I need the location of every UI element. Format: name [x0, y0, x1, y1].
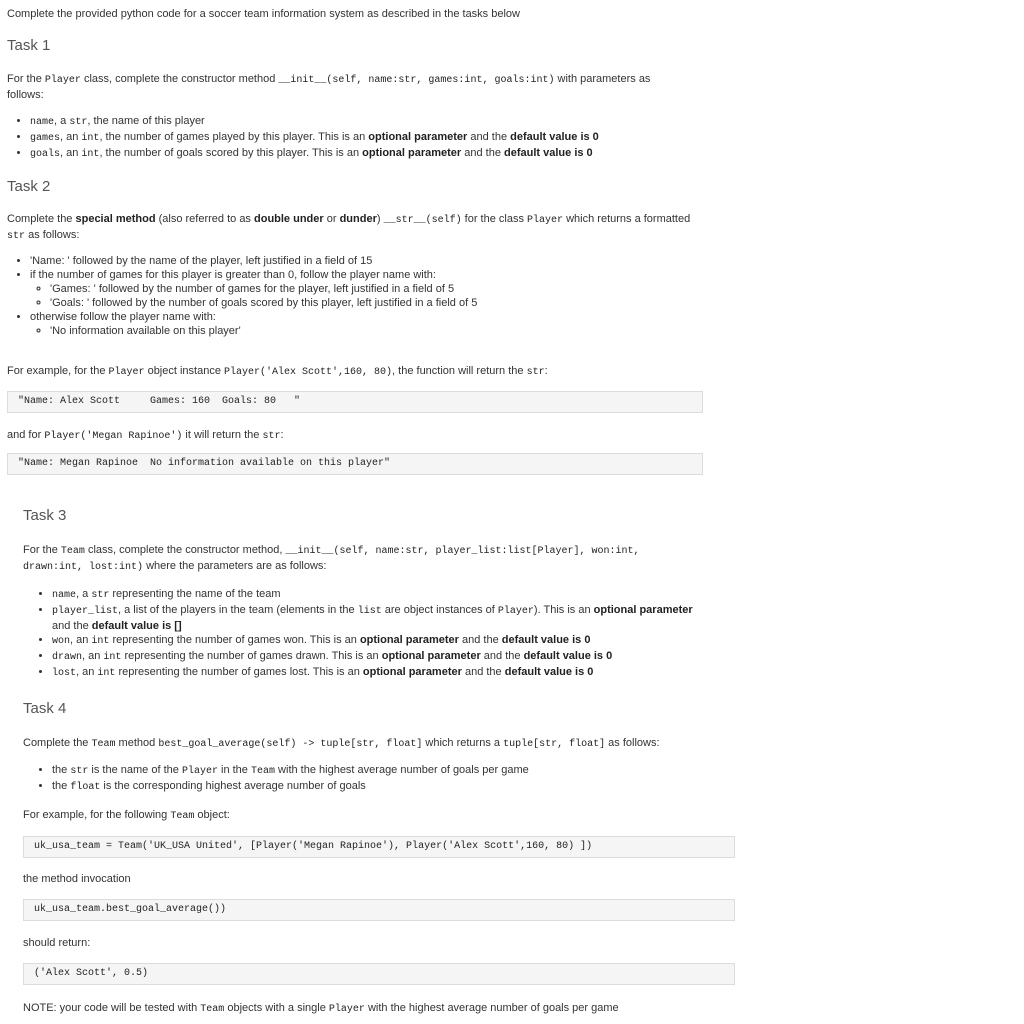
task4-return-list — [30, 763, 529, 795]
code-block-example-1: "Name: Alex Scott Games: 160 Goals: 80 " — [7, 391, 703, 413]
list-item: • 'Name: ' followed by the name of the player, left justified in a field of 15 — [30, 254, 477, 268]
code-block-example-2: "Name: Megan Rapinoe No information available on this player" — [7, 453, 703, 475]
task2-example-2: and for Player('Megan Rapinoe') it will return the str: — [7, 429, 284, 442]
task1-param-list — [8, 114, 599, 162]
task2-example-1: For example, for the Player object instance Player('Alex Scott',160, 80), the function will return the str: — [7, 365, 548, 378]
task1-heading: Task 1 — [7, 37, 51, 54]
intro-text: Complete the provided python code for a soccer team information system as described in the tasks below — [7, 8, 520, 20]
code-block-invocation: uk_usa_team.best_goal_average()) — [23, 899, 735, 921]
list-item: ◦ 'No information available on this player' — [50, 324, 477, 338]
code-block-team-object: uk_usa_team = Team('UK_USA United', [Player('Megan Rapinoe'), Player('Alex Scott',160, 80) ]) — [23, 836, 735, 858]
sub-list — [30, 282, 477, 310]
code-block-return-value: ('Alex Scott', 0.5) — [23, 963, 735, 985]
list-item: • drawn, an int representing the number of games drawn. This is an optional parameter and the default value is 0 — [52, 649, 693, 665]
list-item: • games, an int, the number of games played by this player. This is an optional parameter and the default value is 0 — [30, 130, 599, 146]
task2-description: Complete the special method (also referred to as double under or dunder) __str__(self) for the class Player which returns a formatted str as follows: — [7, 213, 691, 242]
list-item: • goals, an int, the number of goals scored by this player. This is an optional parameter and the default value is 0 — [30, 146, 599, 162]
task4-heading: Task 4 — [23, 700, 67, 717]
task2-heading: Task 2 — [7, 178, 51, 195]
list-item: • won, an int representing the number of games won. This is an optional parameter and the default value is 0 — [52, 633, 693, 649]
list-item: • the str is the name of the Player in the Team with the highest average number of goals per game — [52, 763, 529, 779]
sub-list — [30, 324, 477, 338]
task3-description: For the Team class, complete the constructor method, __init__(self, name:str, player_list:list[Player], won:int, drawn:int, lost:int) where the parameters are as follows: — [23, 544, 640, 573]
list-item: • name, a str, the name of this player — [30, 114, 599, 130]
task4-return-label: should return: — [23, 937, 91, 949]
list-item: • name, a str representing the name of the team — [52, 587, 693, 603]
list-item: • player_list, a list of the players in the team (elements in the list are object instances of Player). This is an optional parameter and the default value is [] — [52, 603, 693, 633]
list-item: • if the number of games for this player is greater than 0, follow the player name with: ◦ 'Games: ' followed by the number of games for the player, left justified in a field of 5 ◦ 'Goals: ' followed by the number of goals scored by this player, left justified in a field of 5 — [30, 268, 477, 310]
task3-param-list — [30, 587, 693, 681]
list-item: ◦ 'Games: ' followed by the number of games for the player, left justified in a field of 5 — [50, 282, 477, 296]
task4-invocation-label: the method invocation — [23, 873, 131, 885]
task1-description: For the Player class, complete the constructor method __init__(self, name:str, games:int, goals:int) with parameters as follows: — [7, 73, 651, 101]
task4-example-intro: For example, for the following Team object: — [23, 809, 230, 822]
list-item: • the float is the corresponding highest average number of goals — [52, 779, 529, 795]
list-item: ◦ 'Goals: ' followed by the number of goals scored by this player, left justified in a field of 5 — [50, 296, 477, 310]
list-item: • lost, an int representing the number of games lost. This is an optional parameter and the default value is 0 — [52, 665, 693, 681]
task3-heading: Task 3 — [23, 507, 67, 524]
task4-description: Complete the Team method best_goal_average(self) -> tuple[str, float] which returns a tuple[str, float] as follows: — [23, 737, 660, 750]
task2-format-list — [8, 254, 477, 338]
task4-note: NOTE: your code will be tested with Team objects with a single Player with the highest average number of goals per game — [23, 1002, 619, 1015]
list-item: • otherwise follow the player name with: ◦ 'No information available on this player' — [30, 310, 477, 338]
